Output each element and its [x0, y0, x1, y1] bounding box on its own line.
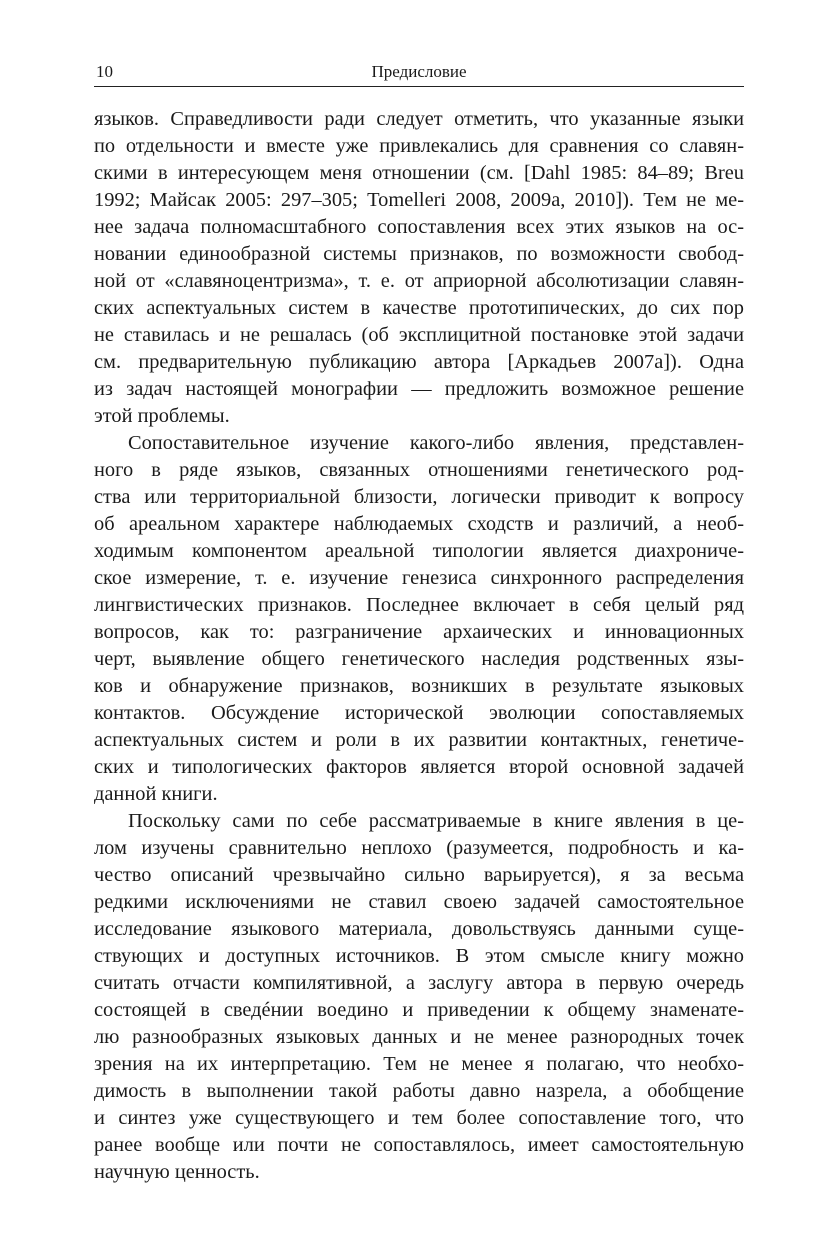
text-line: черт, выявление общего генетического наследия родственных язы- — [94, 648, 744, 670]
text-line: и синтез уже существующего и тем более сопоставление того, что — [94, 1107, 744, 1129]
paragraph-2 — [94, 430, 744, 808]
text-line: скими в интересующем меня отношении (см. [Dahl 1985: 84–89; Breu — [94, 162, 744, 184]
text-line: ствующих и доступных источников. В этом смысле книгу можно — [94, 945, 744, 967]
text-line: редкими исключениями не ставил своею задачей самостоятельное — [94, 891, 744, 913]
text-line: вопросов, как то: разграничение архаических и инновационных — [94, 621, 744, 643]
text-line: ское измерение, т. е. изучение генезиса синхронного распределения — [94, 567, 744, 589]
text-line: Сопоставительное изучение какого-либо явления, представлен- — [128, 432, 744, 454]
page-header — [94, 60, 744, 87]
text-line: языков. Справедливости ради следует отметить, что указанные языки — [94, 108, 744, 130]
text-line: данной книги. — [94, 783, 218, 805]
text-line: зрения на их интерпретацию. Тем не менее я полагаю, что необхо- — [94, 1053, 744, 1075]
text-line: считать отчасти компилятивной, а заслугу автора в первую очередь — [94, 972, 744, 994]
text-line: лю разнообразных языковых данных и не менее разнородных точек — [94, 1026, 744, 1048]
text-line: чество описаний чрезвычайно сильно варьируется), я за весьма — [94, 864, 744, 886]
text-line: см. предварительную публикацию автора [Аркадьев 2007a]). Одна — [94, 351, 744, 373]
text-line: состоящей в сведéнии воедино и приведении к общему знаменате- — [94, 999, 744, 1021]
text-line: Поскольку сами по себе рассматриваемые в книге явления в це- — [128, 810, 744, 832]
text-line: димость в выполнении такой работы давно назрела, а обобщение — [94, 1080, 744, 1102]
text-line: ских и типологических факторов является второй основной задачей — [94, 756, 744, 778]
paragraph-1 — [94, 106, 744, 430]
text-line: не ставилась и не решалась (об эксплицитной постановке этой задачи — [94, 324, 744, 346]
text-line: новании единообразной системы признаков, по возможности свобод- — [94, 243, 744, 265]
running-head: Предисловие — [371, 62, 467, 81]
paragraph-3 — [94, 808, 744, 1186]
text-line: лом изучены сравнительно неплохо (разумеется, подробность и ка- — [94, 837, 744, 859]
text-line: ских аспектуальных систем в качестве прототипических, до сих пор — [94, 297, 744, 319]
text-line: ходимым компонентом ареальной типологии является диахрониче- — [94, 540, 744, 562]
text-line: аспектуальных систем и роли в их развитии контактных, генетиче- — [94, 729, 744, 751]
text-line: 1992; Майсак 2005: 297–305; Tomelleri 2008, 2009a, 2010]). Тем не ме- — [94, 189, 744, 211]
text-line: по отдельности и вместе уже привлекались для сравнения со славян- — [94, 135, 744, 157]
text-line: ного в ряде языков, связанных отношениями генетического род- — [94, 459, 744, 481]
text-line: ства или территориальной близости, логически приводит к вопросу — [94, 486, 744, 508]
text-line: из задач настоящей монографии — предложить возможное решение — [94, 378, 744, 400]
text-line: научную ценность. — [94, 1161, 260, 1183]
text-line: лингвистических признаков. Последнее включает в себя целый ряд — [94, 594, 744, 616]
text-line: исследование языкового материала, довольствуясь данными суще- — [94, 918, 744, 940]
text-line: об ареальном характере наблюдаемых сходств и различий, а необ- — [94, 513, 744, 535]
body-text — [94, 106, 744, 1186]
text-line: ков и обнаружение признаков, возникших в результате языковых — [94, 675, 744, 697]
text-line: ранее вообще или почти не сопоставлялось, имеет самостоятельную — [94, 1134, 744, 1156]
text-line: нее задача полномасштабного сопоставления всех этих языков на ос- — [94, 216, 744, 238]
text-line: ной от «славяноцентризма», т. е. от априорной абсолютизации славян- — [94, 270, 744, 292]
text-line: этой проблемы. — [94, 405, 230, 427]
text-line: контактов. Обсуждение исторической эволюции сопоставляемых — [94, 702, 744, 724]
page-number: 10 — [96, 62, 113, 81]
